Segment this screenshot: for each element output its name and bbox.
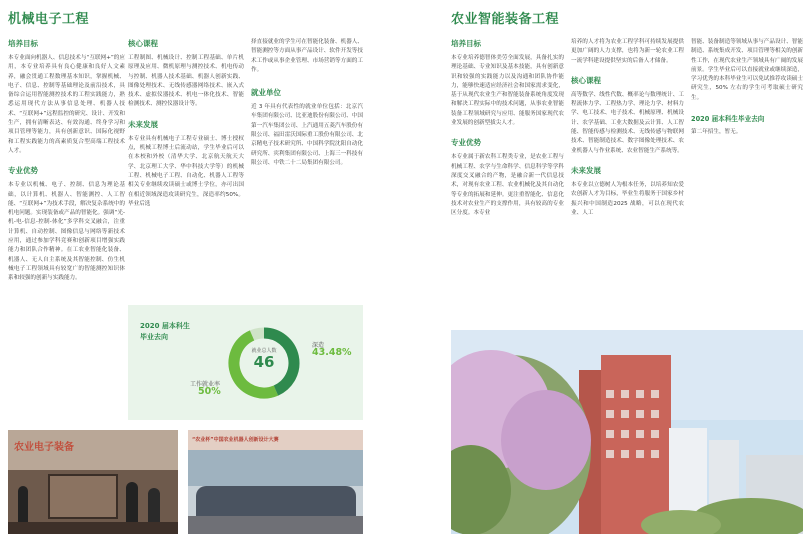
- left-column-3: [251, 38, 363, 168]
- campus-building-photo: [451, 330, 803, 534]
- left-page-title: 机械电子工程: [8, 12, 90, 27]
- right-page-title: 农业智能装备工程: [451, 12, 560, 27]
- left-training-goal-text: 本专业面向机器人、信息技术与“互联网+”的应用，本专业培养具有良心健康和良好人文素养，融会贯通工程数理基本知识，掌握机械、电子、信息、控制等基础理论及前沿技术，具备综合运用智能测控技术的工程实践能力，熟悉运用现代方法从事信息处理、机器人技术、“互联网+”远程监控的研究、设计、开发和生产，拥有清晰表达、有效沟通、终身学习和项目管理等能力，具有创新意识、国际化视野和工程实践能力的高素质复合型高端工程技术人才。: [8, 55, 125, 154]
- work-rate-percent: 50%: [198, 386, 221, 397]
- left-advantage-text: 本专业以机械、电子、控制、信息为理论基础，以计算机、机器人、智能测控、人工智能、“互联网+”为技术手段，解决复杂系统中的机电问题。实现装备或产品的智能化。强调“光-机-电-信息-控制-体化”多学科交叉融合，注重计算机、自动控制、图像信息与网络等新技术应用，通过参加学科竞赛和创新项目增强实践能力和团队合作精神。在工农业智能化装备、机器人、无人自主系统及其智能控制、仿生机械电子工程领域具有较宽广的智能测控知识体系和较强的创新与实践能力。: [8, 182, 125, 282]
- right-advantage-heading: 专业优势: [451, 138, 481, 148]
- right-column-3: [691, 38, 803, 137]
- further-study-label: 深造: [312, 342, 325, 349]
- left-column-2: [128, 38, 244, 209]
- photo2-banner-text: “农业杯”中国农业机器人创新设计大赛: [192, 437, 279, 443]
- right-core-course-heading: 核心课程: [571, 75, 601, 85]
- left-training-goal-heading: 培养目标: [8, 39, 38, 48]
- right-training-goal-text: 本专业培养德智体美劳全面发展，具备扎实的理论基础、专业知识及基本技能，具有创新意识和较强的实践能力以及沟通和团队协作能力，能够快速适应经济社会和国家需求变化，基于从现代农业生产和智能装备系统角度发现和解决工程实际中的技术问题，从事农业智能装备工程领域研究与应用、能服务国家现代农业发展的创新型拔尖人才。: [451, 55, 564, 127]
- photo1-banner-text: 农业电子装备: [14, 442, 74, 453]
- left-career-text: 择直接就业的学生可在智能化装备、机器人、智能测控等方面从事产品设计、软件开发等技术工作或从事企业管理、市场营销等方面的工作。: [251, 39, 363, 73]
- right-column-1: [451, 38, 564, 218]
- right-future-heading: 未来发展: [571, 165, 601, 175]
- right-advantage-text: 本专业属于新农科工程类专业，是农业工程与机械工程、农学与生命科学、信息科学等学科深度交叉融合的产物，是融合新一代信息技术，对现有农业工程、农业机械化及其自动化等专业的拓展和延伸。更注重智能化、信息化技术对农业生产的支撑作用，具有较高的专业区分度。本专业: [451, 154, 564, 217]
- left-employer-heading: 就业单位: [251, 88, 281, 98]
- right-column-2: [571, 38, 684, 218]
- employment-title-line1: 2020 届本科生: [140, 322, 190, 330]
- right-future-text: 本专业以立德树人为根本任务，以培养知农爱农创新人才为目标，毕业生将服务于国家乡村振兴和中国制造2025 战略，可以在现代农业、人工: [571, 181, 684, 216]
- left-future-text: 本专业具有机械电子工程专业硕士、博士授权点，机械工程博士后流动站，学生毕业后可以在本校和外校（清华大学、北京航天航天大学、北京理工大学、华中科技大学等）的机械工程、机械电子工程、自动化、机器人工程等相关专业继续攻读硕士或博士学位，亦可出国在相近领域深造攻读研究生，深造率约50%。毕业后选: [128, 135, 244, 207]
- left-core-course-text: 工程制图、机械设计、控制工程基础、单片机原理及应用、微机原理与测控技术、机电传动与控制、机器人技术基础、机器人创新实践、图像处理技术、无线传感器网络技术、嵌入式技术、虚拟仪器技术、机电一体化技术、智能检测技术、测控仪器设计等。: [128, 55, 244, 108]
- group-photo: [188, 430, 363, 534]
- student-workshop-photo: [8, 430, 178, 534]
- right-graduates-text: 第二年招生，暂无。: [691, 129, 742, 136]
- donut-center-label: 就业总人数: [251, 348, 277, 354]
- right-core-course-text: 高等数学、线性代数、概率论与数理统计、工程流体力学、工程热力学、理论力学、材料力学、电工技术、电子技术、机械原理、机械设计、农学基础、工业大数据及云计算、人工智能、智能传感与检测技术、无线传感与物联网技术、智能制造技术、数字图像处理技术、农业机器人与作业系统、农业智能生产系统等。: [571, 91, 684, 154]
- employment-panel: [128, 305, 363, 420]
- donut-total: 46: [253, 353, 275, 371]
- right-talent-text: 培养的人才将为农业工程学科可持续发展提供更加广阔的人力支撑，也将为新一轮农业工程一流学科建设提供坚实的后备人才储备。: [571, 39, 684, 64]
- left-core-course-heading: 核心课程: [128, 39, 158, 48]
- right-career-text: 智能、装备制造等领域从事与产品设计、智能制造、系统集成开发、项目管理等相关的创新性工作，在现代农业生产领域具有广阔的发展前景。学生毕业后可以直接就业或继续深造，学习优秀的本科毕业生可以免试推荐攻读硕士研究生，50% 左右的学生可考取硕士研究生。: [691, 39, 803, 101]
- left-future-heading: 未来发展: [128, 119, 158, 129]
- left-advantage-heading: 专业优势: [8, 166, 38, 176]
- work-rate-label: 工作就业率: [190, 381, 221, 388]
- right-graduates-heading: 2020 届本科生毕业去向: [691, 115, 765, 124]
- right-training-goal-heading: 培养目标: [451, 39, 481, 48]
- left-employer-text: 近 3 年具有代表性的就业单位包括：北京汽车集团有限公司、比亚迪股份有限公司、中国第一汽车集团公司、上汽通用五菱汽车股份有限公司、福田雷沃国际重工股份有限公司、北京精电子技术研究所、中国科学院沈阳自动化研究所、宾利集团有限公司、上海三一科技有限公司、中铁二十二局集团有限公司。: [251, 104, 363, 166]
- left-column-1: [8, 38, 125, 284]
- further-study-percent: 43.48%: [312, 347, 352, 358]
- employment-title-line2: 毕业去向: [140, 333, 168, 341]
